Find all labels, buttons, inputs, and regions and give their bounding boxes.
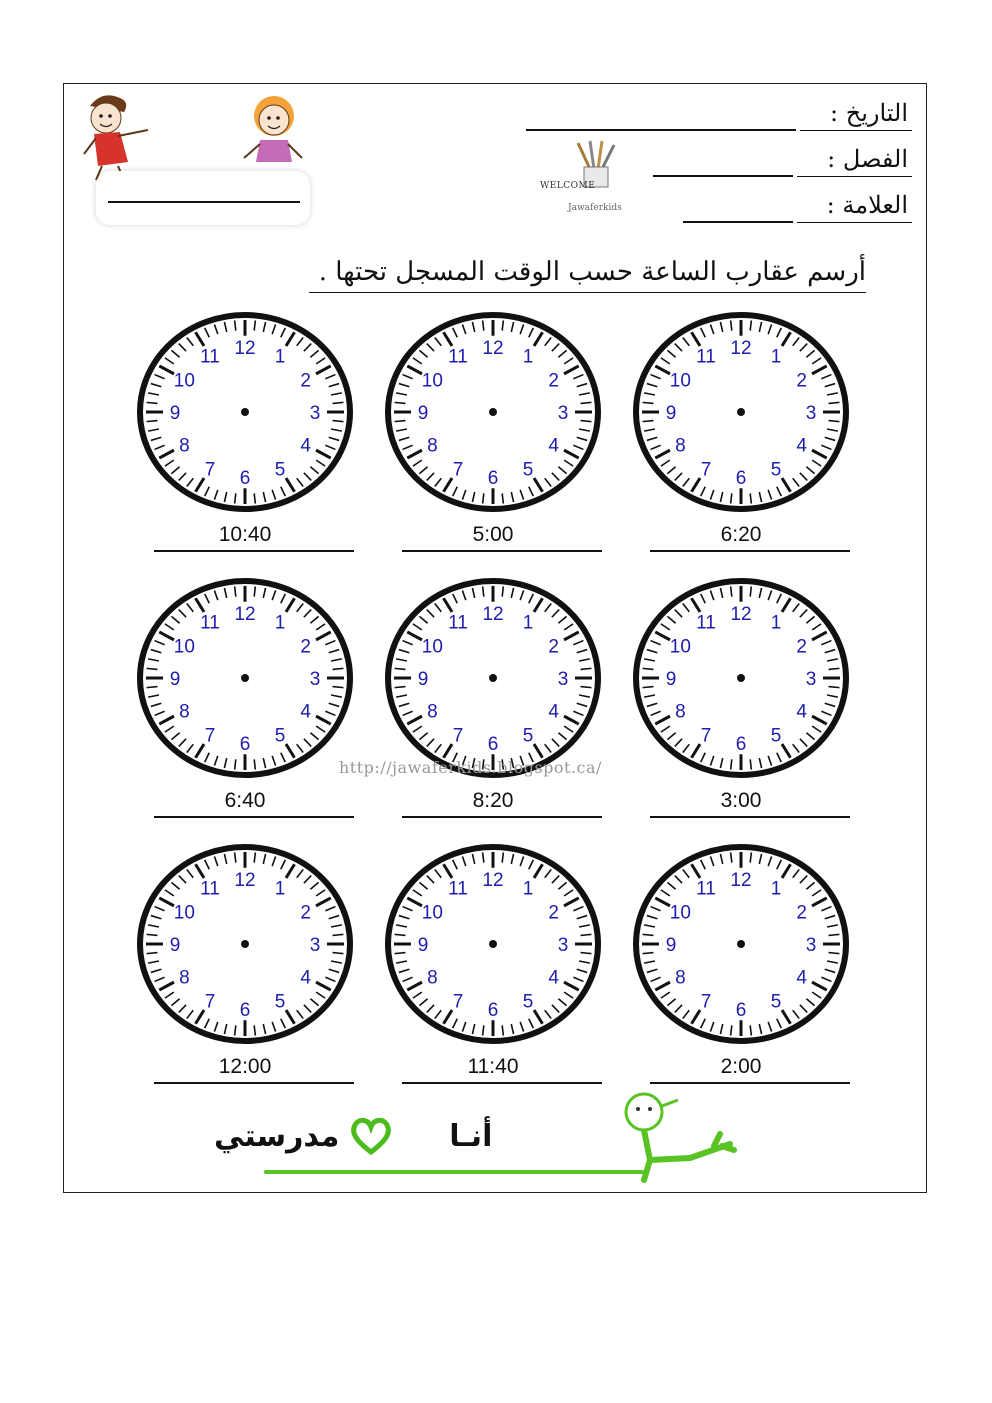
clock-numeral: 11	[696, 878, 716, 900]
minute-tick	[643, 934, 654, 935]
clock-numeral: 12	[482, 337, 504, 359]
clock-numeral: 5	[522, 991, 534, 1013]
clock-answer-line	[154, 816, 354, 818]
clock-numeral: 8	[675, 435, 686, 457]
minute-tick	[235, 1025, 236, 1035]
clock-numeral: 4	[796, 701, 807, 723]
clock-numeral: 4	[548, 967, 559, 989]
clock-numeral: 2	[300, 636, 311, 658]
minute-tick	[254, 759, 255, 769]
class-row	[653, 142, 912, 177]
minute-tick	[333, 421, 344, 422]
clock-answer-line	[402, 816, 602, 818]
minute-tick	[750, 1025, 751, 1035]
clock-numeral: 10	[173, 636, 195, 658]
clock-answer-line	[154, 550, 354, 552]
clock-center-dot	[489, 408, 497, 416]
clock-numeral: 4	[300, 701, 311, 723]
clock-exercise[interactable]	[382, 841, 604, 1111]
clock-numeral: 11	[200, 878, 220, 900]
clock-numeral: 4	[300, 967, 311, 989]
clock-numeral: 5	[770, 459, 782, 481]
clock-numeral: 3	[557, 669, 569, 690]
name-blank-line	[108, 201, 300, 203]
minute-tick	[829, 402, 840, 403]
minute-tick	[581, 934, 592, 935]
girl-illustration	[240, 90, 320, 170]
minute-tick	[333, 402, 344, 403]
clock-time-label: 6:40	[224, 789, 266, 812]
clock-center-dot	[737, 408, 745, 416]
clock-numeral: 10	[669, 902, 691, 924]
clock-center-dot	[241, 408, 249, 416]
clock-face[interactable]	[382, 309, 604, 519]
clock-face[interactable]	[630, 841, 852, 1051]
clock-numeral: 3	[309, 935, 321, 956]
minute-tick	[333, 934, 344, 935]
minute-tick	[643, 687, 654, 688]
clock-numeral: 1	[770, 612, 782, 634]
clock-numeral: 4	[300, 435, 311, 457]
clock-numeral: 11	[696, 612, 716, 634]
minute-tick	[483, 852, 484, 862]
clock-face[interactable]	[134, 309, 356, 519]
clock-time-label: 11:40	[467, 1055, 519, 1078]
name-box[interactable]	[96, 171, 310, 225]
clock-numeral: 2	[796, 636, 807, 658]
worksheet-frame	[63, 83, 927, 1193]
clock-numeral: 10	[421, 902, 443, 924]
clock-numeral: 1	[274, 612, 286, 634]
clock-numeral: 7	[452, 459, 464, 481]
clock-numeral: 8	[427, 967, 438, 989]
clock-numeral: 12	[482, 603, 504, 625]
minute-tick	[235, 759, 236, 769]
minute-tick	[502, 320, 503, 330]
minute-tick	[731, 493, 732, 503]
minute-tick	[254, 320, 255, 330]
clock-time-label: 2:00	[720, 1055, 762, 1078]
minute-tick	[750, 320, 751, 330]
clock-answer-line	[650, 816, 850, 818]
instruction-text: أرسم عقارب الساعة حسب الوقت المسجل تحتها .	[309, 254, 866, 293]
minute-tick	[235, 493, 236, 503]
clock-answer-line	[650, 550, 850, 552]
clock-face[interactable]	[134, 841, 356, 1051]
clock-numeral: 6	[487, 734, 499, 756]
clock-numeral: 2	[548, 370, 559, 392]
clock-exercise[interactable]	[382, 309, 604, 579]
clock-numeral: 4	[796, 967, 807, 989]
clock-numeral: 1	[274, 878, 286, 900]
clock-numeral: 8	[675, 967, 686, 989]
minute-tick	[731, 320, 732, 330]
clock-center-dot	[737, 674, 745, 682]
clock-face[interactable]	[630, 575, 852, 785]
minute-tick	[147, 668, 158, 669]
clock-numeral: 2	[548, 902, 559, 924]
minute-tick	[581, 668, 592, 669]
clock-numeral: 2	[548, 636, 559, 658]
clock-numeral: 3	[557, 935, 569, 956]
welcome-logo	[534, 139, 664, 225]
clock-numeral: 9	[169, 935, 181, 956]
clock-numeral: 8	[179, 435, 190, 457]
minute-tick	[643, 402, 654, 403]
clock-time-label: 5:00	[472, 523, 514, 546]
watermark-url: http://jawaferkids.blogspot.ca/	[339, 758, 602, 777]
clock-numeral: 7	[700, 459, 712, 481]
clock-numeral: 1	[522, 878, 534, 900]
minute-tick	[643, 668, 654, 669]
clock-numeral: 1	[770, 878, 782, 900]
clock-numeral: 5	[522, 725, 534, 747]
minute-tick	[731, 586, 732, 596]
clock-numeral: 3	[557, 403, 569, 424]
clock-numeral: 8	[179, 701, 190, 723]
minute-tick	[731, 852, 732, 862]
clock-numeral: 6	[487, 468, 499, 490]
clock-numeral: 3	[309, 669, 321, 690]
clock-face[interactable]	[382, 575, 604, 785]
minute-tick	[395, 402, 406, 403]
minute-tick	[254, 586, 255, 596]
clock-center-dot	[737, 940, 745, 948]
date-row	[526, 96, 912, 131]
clock-numeral: 7	[452, 991, 464, 1013]
minute-tick	[254, 1025, 255, 1035]
minute-tick	[483, 320, 484, 330]
clock-numeral: 7	[204, 725, 216, 747]
clock-answer-line	[154, 1082, 354, 1084]
clock-numeral: 9	[665, 935, 677, 956]
minute-tick	[333, 953, 344, 954]
slogan-word-school: مدرستي	[214, 1118, 340, 1154]
class-field[interactable]	[653, 145, 793, 177]
clock-numeral: 1	[770, 346, 782, 368]
minute-tick	[750, 586, 751, 596]
clock-numeral: 7	[700, 991, 712, 1013]
grade-field[interactable]	[683, 191, 793, 223]
clock-face[interactable]	[134, 575, 356, 785]
clock-face[interactable]	[382, 841, 604, 1051]
clock-center-dot	[489, 674, 497, 682]
clock-numeral: 1	[274, 346, 286, 368]
minute-tick	[395, 687, 406, 688]
minute-tick	[731, 759, 732, 769]
clock-numeral: 7	[204, 459, 216, 481]
clock-numeral: 6	[239, 1000, 251, 1022]
clock-exercise[interactable]	[134, 575, 356, 845]
clock-numeral: 1	[522, 346, 534, 368]
clock-numeral: 3	[805, 669, 817, 690]
clock-numeral: 9	[169, 669, 181, 690]
minute-tick	[483, 493, 484, 503]
clock-answer-line	[402, 550, 602, 552]
clock-time-label: 12:00	[218, 1055, 272, 1078]
clock-numeral: 5	[274, 991, 286, 1013]
clock-numeral: 2	[300, 902, 311, 924]
minute-tick	[581, 687, 592, 688]
minute-tick	[333, 687, 344, 688]
welcome-text: WELCOME	[540, 181, 596, 191]
minute-tick	[502, 493, 503, 503]
clock-numeral: 9	[169, 403, 181, 424]
clock-numeral: 2	[300, 370, 311, 392]
slogan-word-me: أنـا	[449, 1118, 493, 1154]
date-field[interactable]	[526, 99, 796, 131]
grade-label: العلامة :	[797, 188, 912, 223]
minute-tick	[750, 493, 751, 503]
minute-tick	[829, 934, 840, 935]
minute-tick	[235, 586, 236, 596]
clock-time-label: 6:20	[720, 523, 762, 546]
clock-center-dot	[489, 940, 497, 948]
clock-numeral: 11	[448, 346, 468, 368]
clock-numeral: 8	[427, 435, 438, 457]
clock-numeral: 6	[239, 734, 251, 756]
minute-tick	[643, 953, 654, 954]
minute-tick	[147, 934, 158, 935]
clock-numeral: 11	[200, 346, 220, 368]
clock-exercise[interactable]	[630, 575, 852, 845]
minute-tick	[483, 1025, 484, 1035]
clock-numeral: 7	[452, 725, 464, 747]
clock-numeral: 8	[427, 701, 438, 723]
minute-tick	[750, 759, 751, 769]
minute-tick	[235, 320, 236, 330]
minute-tick	[483, 586, 484, 596]
clock-exercise[interactable]	[382, 575, 604, 845]
clock-face[interactable]	[630, 309, 852, 519]
minute-tick	[502, 1025, 503, 1035]
boy-illustration	[78, 88, 158, 183]
clock-numeral: 7	[204, 991, 216, 1013]
clock-exercise[interactable]	[630, 841, 852, 1111]
minute-tick	[581, 421, 592, 422]
slogan	[214, 1116, 492, 1156]
grade-row	[683, 188, 912, 223]
clock-numeral: 4	[796, 435, 807, 457]
clock-numeral: 2	[796, 370, 807, 392]
minute-tick	[235, 852, 236, 862]
clock-numeral: 12	[482, 869, 504, 891]
minute-tick	[395, 421, 406, 422]
minute-tick	[395, 934, 406, 935]
clock-numeral: 10	[421, 370, 443, 392]
clock-numeral: 1	[522, 612, 534, 634]
minute-tick	[254, 493, 255, 503]
clock-numeral: 5	[274, 459, 286, 481]
clock-numeral: 2	[796, 902, 807, 924]
clock-exercise[interactable]	[630, 309, 852, 579]
clock-numeral: 9	[417, 669, 429, 690]
clock-numeral: 10	[173, 902, 195, 924]
clock-numeral: 5	[770, 991, 782, 1013]
minute-tick	[502, 586, 503, 596]
date-label: التاريخ :	[800, 96, 912, 131]
clock-center-dot	[241, 940, 249, 948]
clock-numeral: 11	[448, 878, 468, 900]
minute-tick	[581, 402, 592, 403]
brand-text: Jawaferkids	[568, 203, 622, 213]
clock-numeral: 3	[805, 403, 817, 424]
minute-tick	[643, 421, 654, 422]
clock-center-dot	[241, 674, 249, 682]
green-kid-icon	[604, 1084, 754, 1194]
clock-numeral: 6	[735, 468, 747, 490]
clock-numeral: 12	[234, 337, 256, 359]
clock-numeral: 5	[770, 725, 782, 747]
minute-tick	[581, 953, 592, 954]
minute-tick	[147, 687, 158, 688]
minute-tick	[750, 852, 751, 862]
clock-numeral: 6	[735, 734, 747, 756]
clock-numeral: 9	[417, 935, 429, 956]
minute-tick	[333, 668, 344, 669]
clock-numeral: 11	[696, 346, 716, 368]
clock-numeral: 12	[730, 603, 752, 625]
clock-exercise[interactable]	[134, 309, 356, 579]
minute-tick	[829, 687, 840, 688]
clock-numeral: 6	[239, 468, 251, 490]
minute-tick	[395, 668, 406, 669]
minute-tick	[731, 1025, 732, 1035]
clock-time-label: 3:00	[720, 789, 762, 812]
clock-time-label: 8:20	[472, 789, 514, 812]
clock-numeral: 3	[309, 403, 321, 424]
minute-tick	[829, 668, 840, 669]
minute-tick	[829, 953, 840, 954]
clock-numeral: 9	[665, 669, 677, 690]
clock-numeral: 7	[700, 725, 712, 747]
slogan-underline	[264, 1170, 644, 1174]
minute-tick	[147, 953, 158, 954]
heart-icon	[349, 1116, 393, 1156]
clock-numeral: 10	[669, 636, 691, 658]
minute-tick	[254, 852, 255, 862]
clock-numeral: 12	[730, 337, 752, 359]
minute-tick	[147, 421, 158, 422]
class-label: الفصل :	[797, 142, 912, 177]
minute-tick	[147, 402, 158, 403]
clock-exercise[interactable]	[134, 841, 356, 1111]
minute-tick	[829, 421, 840, 422]
clock-time-label: 10:40	[218, 523, 272, 546]
clock-numeral: 3	[805, 935, 817, 956]
clock-numeral: 11	[200, 612, 220, 634]
clock-numeral: 9	[665, 403, 677, 424]
clock-answer-line	[402, 1082, 602, 1084]
clock-numeral: 12	[234, 603, 256, 625]
clock-numeral: 12	[730, 869, 752, 891]
clock-numeral: 4	[548, 701, 559, 723]
clock-numeral: 5	[274, 725, 286, 747]
clock-numeral: 8	[179, 967, 190, 989]
clock-numeral: 10	[669, 370, 691, 392]
clock-numeral: 5	[522, 459, 534, 481]
minute-tick	[395, 953, 406, 954]
clock-numeral: 10	[421, 636, 443, 658]
minute-tick	[502, 852, 503, 862]
clock-numeral: 9	[417, 403, 429, 424]
clock-numeral: 4	[548, 435, 559, 457]
clock-numeral: 6	[487, 1000, 499, 1022]
clock-numeral: 10	[173, 370, 195, 392]
clock-numeral: 6	[735, 1000, 747, 1022]
clock-numeral: 12	[234, 869, 256, 891]
clock-numeral: 8	[675, 701, 686, 723]
clock-numeral: 11	[448, 612, 468, 634]
